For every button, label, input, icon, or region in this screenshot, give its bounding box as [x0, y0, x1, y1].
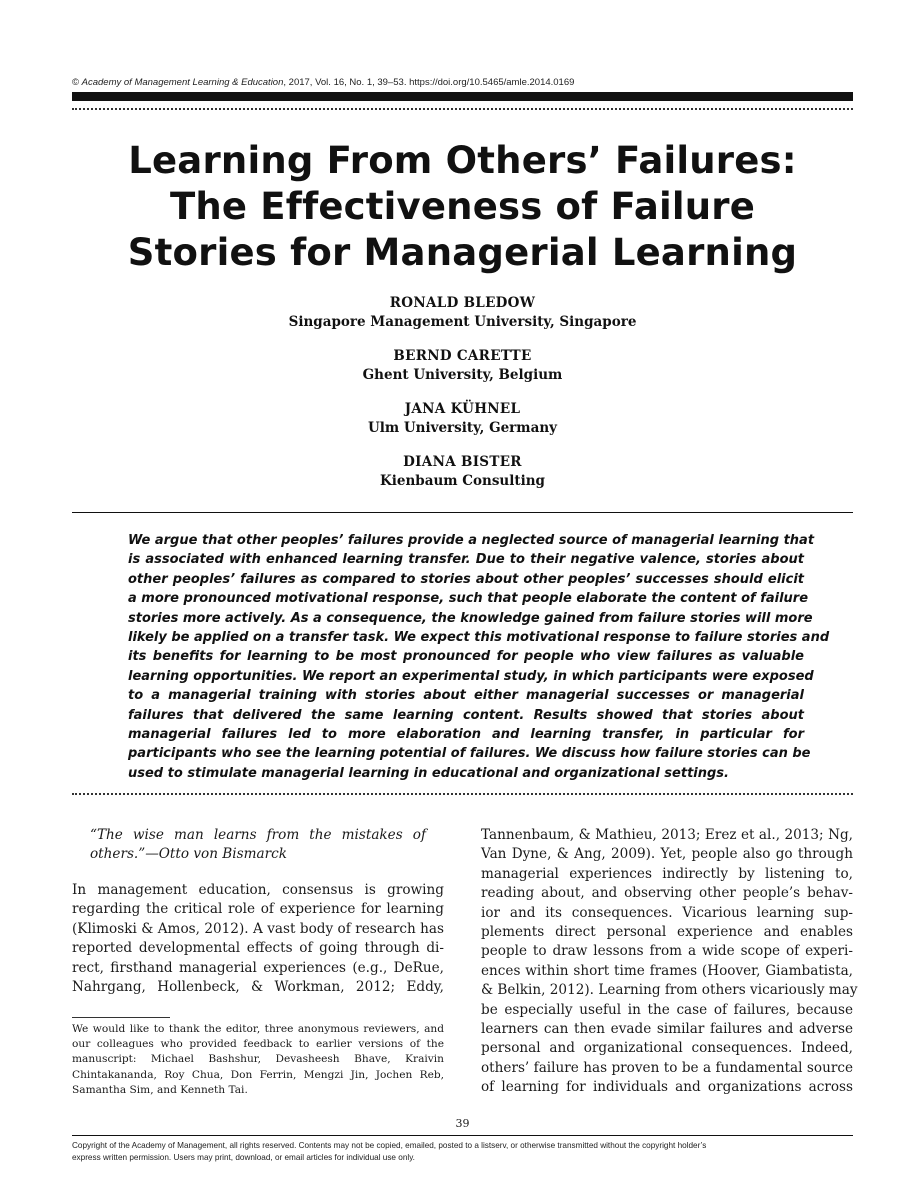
copyright-notice: [72, 1140, 853, 1164]
header-bar: [72, 92, 853, 101]
body-line: others’ failure has proven to be a fundamental source: [481, 1059, 853, 1076]
abstract-line: its benefits for learning to be most pronounced for people who view failures as valuable: [128, 649, 804, 665]
author-block: [72, 400, 853, 438]
epigraph: [90, 826, 426, 865]
copyright-line: express written permission. Users may print, download, or email articles for individual use only.: [72, 1153, 415, 1162]
abstract-line: likely be applied on a transfer task. We expect this motivational response to failure stories and: [128, 630, 830, 646]
body-line: regarding the critical role of experience for learning: [72, 901, 444, 918]
body-line: reading about, and observing other people’s behav-: [481, 885, 853, 902]
header-dotted-divider: [72, 108, 853, 110]
footnote-line: our colleagues who provided feedback to earlier versions of the: [72, 1038, 444, 1051]
epigraph-line: others.”—Otto von Bismarck: [90, 846, 287, 863]
article-title: [72, 138, 853, 276]
author-block: [72, 453, 853, 491]
body-line: of learning for individuals and organizations across: [481, 1079, 853, 1096]
footnote-line: Samantha Sim, and Kenneth Tai.: [72, 1083, 248, 1096]
journal-citation: [72, 77, 574, 88]
body-line: (Klimoski & Amos, 2012). A vast body of research has: [72, 920, 444, 937]
author-name: DIANA BISTER: [403, 454, 522, 470]
footnote-rule: [72, 1017, 170, 1018]
abstract-line: participants who see the learning potential of failures. We discuss how failure stories can be: [128, 746, 811, 762]
body-line: ences within short time frames (Hoover, Giambatista,: [481, 962, 853, 979]
page-number: 39: [455, 1117, 470, 1130]
body-line: Tannenbaum, & Mathieu, 2013; Erez et al., 2013; Ng,: [481, 827, 853, 843]
abstract-line: a more pronounced motivational response, such that people elaborate the content of failure: [128, 591, 809, 607]
abstract-line: failures that delivered the same learning content. Results showed that stories about: [128, 707, 804, 723]
abstract-line: is associated with enhanced learning transfer. Due to their negative valence, stories about: [128, 552, 804, 568]
author-affiliation: Singapore Management University, Singapore: [288, 314, 637, 330]
author-affiliation: Ulm University, Germany: [368, 420, 557, 436]
author-list: [72, 294, 853, 506]
footnote-line: We would like to thank the editor, three anonymous reviewers, and: [72, 1023, 444, 1035]
body-left-column: [72, 881, 444, 997]
abstract-line: learning opportunities. We report an experimental study, in which participants were exposed: [128, 668, 814, 684]
author-block: [72, 294, 853, 332]
footnote-line: manuscript: Michael Bashshur, Devasheesh Bhave, Kraivin: [72, 1053, 444, 1066]
body-line: people to draw lessons from a wide scope of experi-: [481, 943, 853, 960]
title-line: Learning From Others’ Failures:: [128, 139, 797, 182]
epigraph-line: “The wise man learns from the mistakes of: [90, 827, 426, 843]
citation-details: , 2017, Vol. 16, No. 1, 39–53. https://doi.org/10.5465/amle.2014.0169: [283, 77, 575, 88]
title-line: Stories for Managerial Learning: [127, 231, 798, 274]
abstract-line: stories more actively. As a consequence, the knowledge gained from failure stories will more: [128, 610, 813, 626]
body-line: be especially useful in the case of failures, because: [481, 1001, 853, 1018]
journal-name: Academy of Management Learning & Education: [81, 77, 284, 88]
body-line: learners can then evade similar failures and adverse: [481, 1021, 853, 1038]
abstract-line: used to stimulate managerial learning in educational and organizational settings.: [128, 765, 729, 781]
title-line: The Effectiveness of Failure: [169, 185, 756, 228]
author-name: JANA KÜHNEL: [404, 401, 521, 417]
citation-prefix: ©: [72, 77, 82, 88]
body-right-column: [481, 826, 858, 1098]
abstract-line: We argue that other peoples’ failures provide a neglected source of managerial learning that: [128, 533, 815, 548]
body-line: reported developmental effects of going through di-: [72, 940, 444, 957]
body-line: rect, firsthand managerial experiences (e.g., DeRue,: [72, 959, 444, 976]
author-affiliation: Kienbaum Consulting: [380, 473, 545, 489]
body-line: & Belkin, 2012). Learning from others vicariously may: [481, 982, 858, 999]
footnote-line: Chintakananda, Roy Chua, Don Ferrin, Mengzi Jin, Jochen Reb,: [72, 1068, 444, 1081]
body-line: plements direct personal experience and enables: [481, 924, 853, 941]
author-name: RONALD BLEDOW: [389, 295, 536, 311]
author-block: [72, 347, 853, 385]
abstract-line: managerial failures led to more elaboration and learning transfer, in particular for: [128, 727, 804, 743]
abstract-line: other peoples’ failures as compared to stories about other peoples’ successes should elicit: [128, 571, 804, 587]
body-line: managerial experiences indirectly by listening to,: [481, 865, 853, 882]
body-line: personal and organizational consequences. Indeed,: [481, 1040, 853, 1057]
body-line: Van Dyne, & Ang, 2009). Yet, people also go through: [481, 846, 853, 863]
abstract-top-rule: [72, 512, 853, 513]
body-line: ior and its consequences. Vicarious learning sup-: [481, 904, 853, 921]
author-name: BERND CARETTE: [393, 348, 532, 364]
body-line: In management education, consensus is growing: [72, 882, 444, 898]
author-affiliation: Ghent University, Belgium: [362, 367, 563, 383]
abstract-dotted-divider: [72, 793, 853, 795]
abstract-line: to a managerial training with stories about either managerial successes or managerial: [128, 688, 804, 704]
copyright-rule: [72, 1135, 853, 1136]
copyright-line: Copyright of the Academy of Management, all rights reserved. Contents may not be copied, emailed, posted to a listserv, or otherwise transmitted without the copyright holder’s: [72, 1141, 707, 1150]
body-line: Nahrgang, Hollenbeck, & Workman, 2012; Eddy,: [72, 979, 444, 996]
acknowledgment-footnote: [72, 1022, 444, 1098]
abstract: [128, 531, 830, 783]
